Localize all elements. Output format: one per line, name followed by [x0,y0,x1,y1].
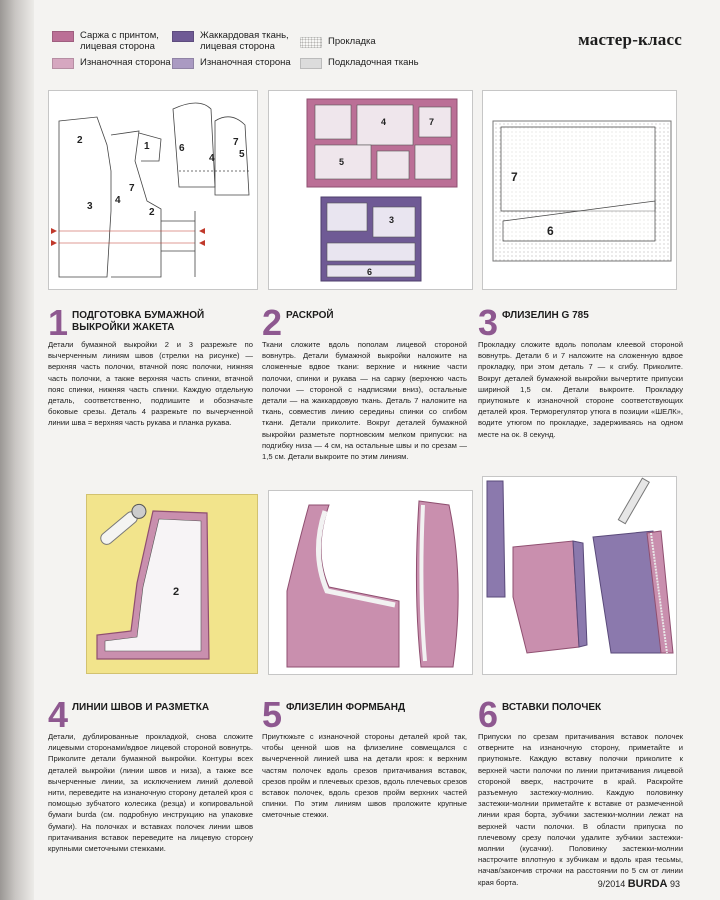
piece-label: 6 [367,267,373,277]
legend-swatch [52,31,74,42]
page-footer [598,878,680,890]
legend-item [300,57,419,69]
fabric-legend [52,30,472,80]
legend-swatch [300,37,322,48]
piece-label: 6 [547,224,554,238]
legend-item [52,30,159,52]
figure-tracing-wheel [86,494,258,674]
step-title: ФЛИЗЕЛИН ФОРМБАНД [286,702,406,713]
legend-label: Прокладка [328,36,376,47]
piece-label: 3 [389,215,395,225]
figure-pattern-pieces [48,90,258,290]
piece-label: 2 [77,135,83,146]
step-body: Прокладку сложите вдоль пополам клеевой стороной вовнутрь. Детали 6 и 7 наложите на сложенную вдвое прокладку, при этом деталь 7 — к сгибу. Приколите. Вокруг деталей бумажной выкройки вычертите припуски шириной 1,5 см. Детали выкроите. Прокладку приутюжьте к изнаночной стороне соответствующих деталей кроя. Терморегулятор утюга в позиции «ШЕЛК», водите утюгом по прокладке, задерживаясь на одном месте на ок. 8 секунд. [478,340,683,439]
legend-swatch [52,58,74,69]
piece-label: 4 [209,153,215,164]
legend-item [300,36,376,48]
step-title: ВСТАВКИ ПОЛОЧЕК [502,702,602,713]
piece-label: 3 [87,201,93,212]
magazine-brand: BURDA [627,878,668,890]
piece-label: 2 [149,207,155,218]
step-number: 6 [478,694,499,735]
piece-label: 7 [129,183,135,194]
step-1 [48,302,253,429]
legend-swatch [172,31,194,42]
step-5 [262,694,467,821]
piece-label: 5 [339,157,345,167]
piece-label: 1 [144,141,150,152]
figure-front-inserts [482,476,677,675]
step-3 [478,302,683,440]
step-number: 3 [478,302,499,343]
step-6 [478,694,683,888]
legend-item [52,57,171,69]
issue-number: 9/2014 [597,879,626,889]
step-body: Детали бумажной выкройки 2 и 3 разрежьте по вычерченным линиям швов (стрелки на рисунке) — верхняя часть полочки, втачной пояс полочки, нижняя часть полочки, а также верхняя часть спинки, втачной пояс спинки, нижняя часть спинки. Каждую отдельную деталь, соответственно, подпишите и обозначьте боковые срезы. Деталь 4 разрежьте по вычерченной линии шва = верхняя часть рукава и планка рукава. [48,340,253,428]
legend-label: Подкладочная ткань [328,57,419,68]
piece-label: 7 [233,137,239,148]
step-number: 4 [48,694,69,735]
legend-swatch [172,58,194,69]
step-title: ФЛИЗЕЛИН G 785 [502,310,589,321]
step-number: 2 [262,302,283,343]
step-body: Приутюжьте с изнаночной стороны деталей крой так, чтобы ценной шов на флизелине совмещался с вычерченной линией шва на детали кроя: к верхним частям полочек вдоль срезов притачивания вставок, срезов пройм и плечевых срезов, вдоль плечевых срезов вставок полочек, вдоль срезов пройм верхних частей спинки. По этим линиям швов проложите крупные сметочные стежки. [262,732,467,820]
piece-label: 5 [239,149,245,160]
legend-label: Саржа с принтом, лицевая сторона [80,30,159,52]
legend-label: Изнаночная сторона [80,57,171,68]
step-body: Детали, дублированные прокладкой, снова сложите лицевыми сторонами/вдвое лицевой стороной вовнутрь. Приколите детали бумажной выкройки. Контуры всех деталей выкройки (линии швов и низа), а также все вычерченные линии, за исключением линий долевой нити, переведите на изнаночную сторону деталей кроя с помощью зубчатого колесика (резца) и копировальной бумаги burda (см. подробную инструкцию на упаковке бумаги). На полочках и вставках полочек линии швов притачивания вставок переведите на лицевую сторону крупными сметочными стежками. [48,732,253,854]
figure-cutting-layout [268,90,473,290]
step-body: Ткани сложите вдоль пополам лицевой стороной вовнутрь. Детали бумажной выкройки наложите на сложенные вдвое ткани: верхние и нижние части полочки, спинки и рукава — на саржу (верхнюю часть полочки — стороной с надписями вниз), остальные детали — на жаккардовую ткань. Деталь 7 наложите на ткань, совместив линию середины спинки со сгибом ткани. Детали приколите. Вокруг деталей бумажной выкройки разметьте портновским мелком припуски: на подгибку низа — 4 см, на остальные швы и по срезам — 1,5 см. Детали выкроите по этим линиям. [262,340,467,462]
section-rubric: мастер-класс [578,30,682,49]
step-title: ЛИНИИ ШВОВ И РАЗМЕТКА [72,702,210,713]
piece-label: 7 [511,170,518,184]
legend-item [172,30,289,52]
piece-label: 7 [429,117,435,127]
step-2 [262,302,467,462]
figure-formband [268,490,473,675]
legend-label: Изнаночная сторона [200,57,291,68]
piece-label: 6 [179,143,185,154]
legend-swatch [300,58,322,69]
step-title: ПОДГОТОВКА БУМАЖНОЙ ВЫКРОЙКИ ЖАКЕТА [72,310,205,333]
piece-label: 2 [173,586,180,598]
piece-label: 4 [381,117,387,127]
step-4 [48,694,253,854]
page-number: 93 [669,879,680,889]
step-number: 5 [262,694,283,735]
legend-item [172,57,291,69]
step-number: 1 [48,302,69,343]
step-body: Припуски по срезам притачивания вставок полочек отверните на изнаночную сторону, приметайте и приутюжьте. Каждую вставку полочки приколите к верхней части полочки по линии притачивания лицевой стороной вверх, настрочите в край. Раскройте разъемную застежку-молнию. Каждую половинку застежки-молнии приметайте к вставке от размеченной линии края борта, зубчики застежки-молнии лежат на верхней части полочки. В области припуска по плечевому срезу полочки удалите зубчики застежки-молнии (кусачки). Половинку застежки-молнии настрочите вплотную к зубчикам и вдоль края тесьмы, начав/закончив строчки на расстоянии по 5 см от линии края борта. [478,732,683,887]
page-gutter-shadow [0,0,34,900]
step-title: РАСКРОЙ [286,310,334,321]
piece-label: 4 [115,195,121,206]
legend-label: Жаккардовая ткань, лицевая сторона [200,30,289,52]
figure-interfacing [482,90,677,290]
